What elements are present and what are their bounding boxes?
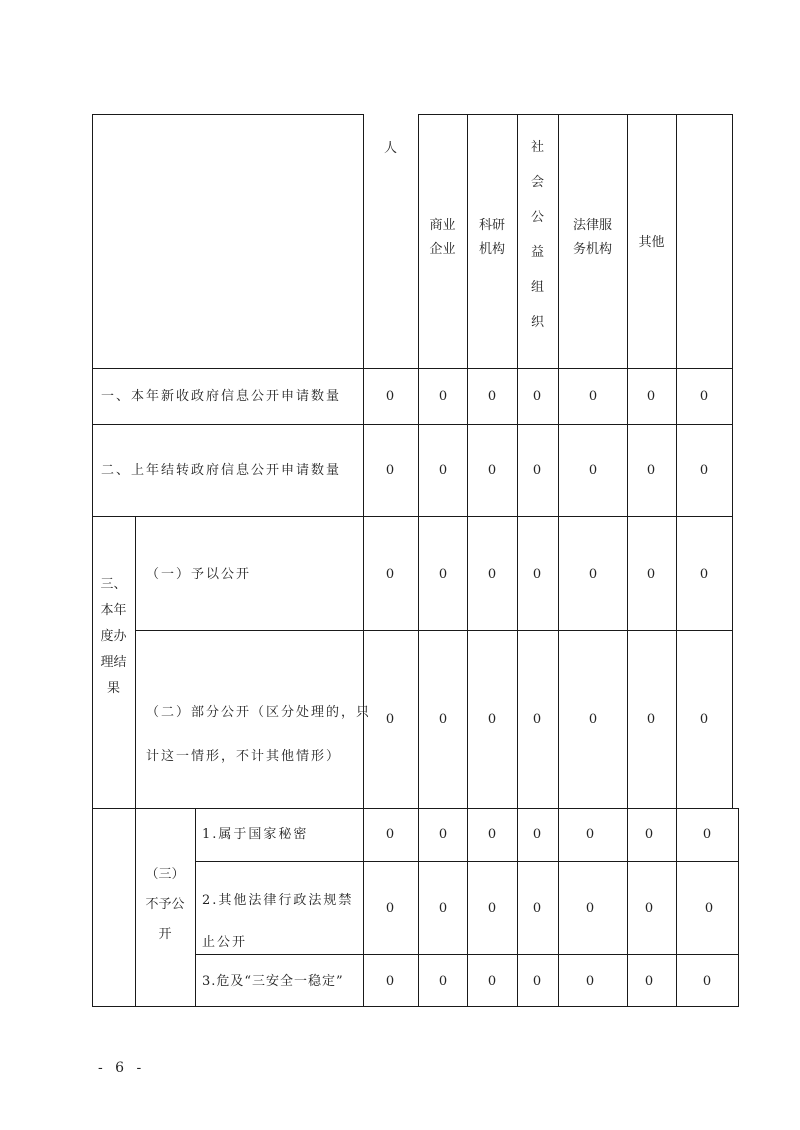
header-research: 科研 机构 xyxy=(478,218,505,257)
row-label-carried-over: 二、上年结转政府信息公开申请数量 xyxy=(101,463,342,478)
row-label-partial: （二）部分公开（区分处理的，只 计这一情形，不计其他情形） xyxy=(146,705,372,764)
row-label-law-prohibit: 2.其他法律行政法规禁 止公开 xyxy=(202,893,354,950)
row-label-new-requests: 一、本年新收政府信息公开申请数量 xyxy=(101,389,342,404)
header-legal: 法律服 务机构 xyxy=(572,218,612,257)
not-disclose-label: （三） 不予公 开 xyxy=(145,867,185,942)
row-label-state-secret: 1.属于国家秘密 xyxy=(202,827,309,842)
page-number: - 6 - xyxy=(98,1060,146,1076)
header-individual: 人 xyxy=(383,141,397,156)
header-other: 其他 xyxy=(638,235,665,250)
header-social: 社 会 公 益 组 织 xyxy=(530,140,544,330)
header-commercial: 商业 企业 xyxy=(429,218,456,257)
row-label-three-safety: 3.危及“三安全一稳定” xyxy=(202,974,344,989)
section3-label: 三、 本年 度办 理结 果 xyxy=(100,577,127,696)
row-label-disclose: （一）予以公开 xyxy=(146,567,252,582)
